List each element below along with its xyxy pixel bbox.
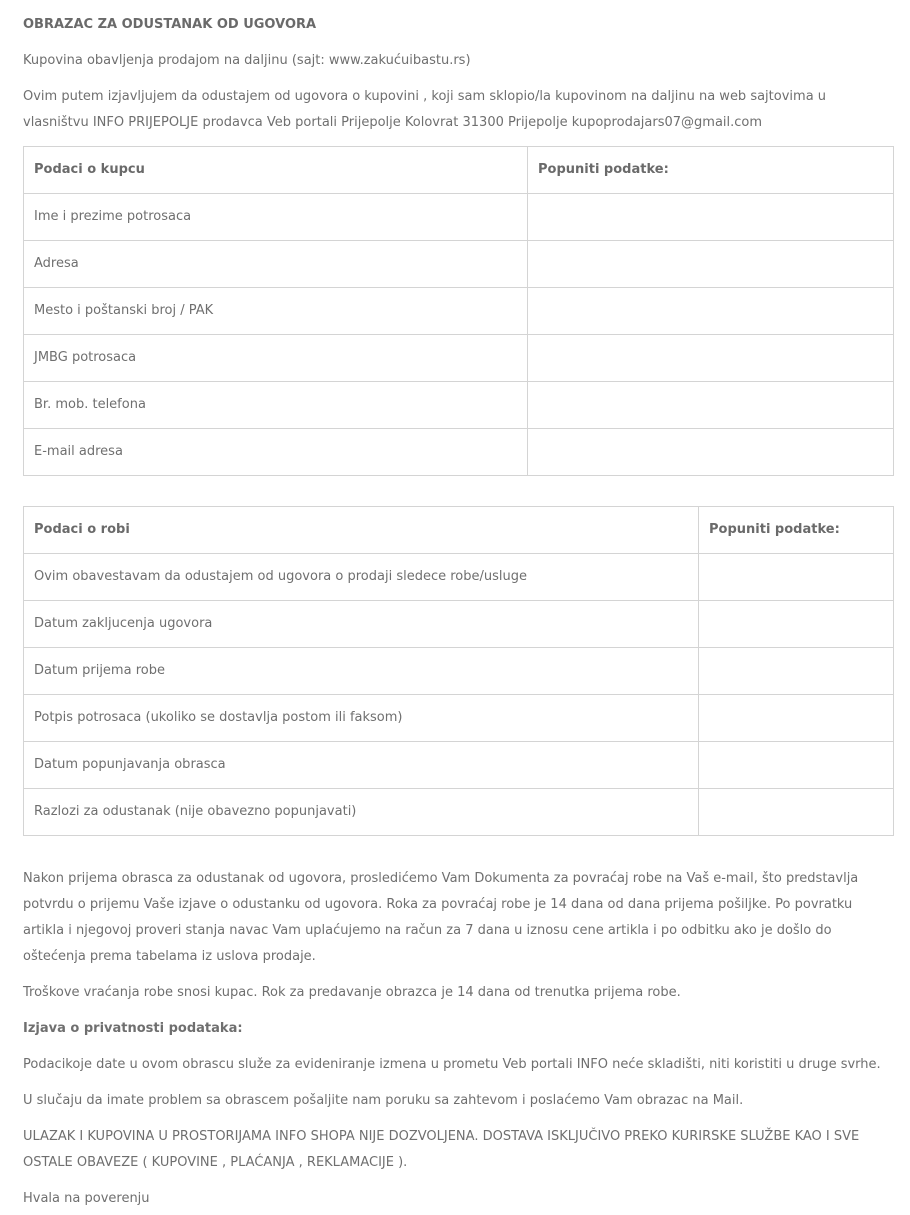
- table-row: [24, 288, 894, 335]
- goods-value-withdrawal[interactable]: [699, 554, 894, 601]
- buyer-value-address[interactable]: [528, 241, 894, 288]
- buyer-col-header: Podaci o kupcu: [24, 147, 528, 194]
- buyer-label-name: Ime i prezime potrosaca: [24, 194, 528, 241]
- buyer-label-jmbg: JMBG potrosaca: [24, 335, 528, 382]
- table-row: [24, 742, 894, 789]
- goods-value-receipt-date[interactable]: [699, 648, 894, 695]
- form-title: OBRAZAC ZA ODUSTANAK OD UGOVORA: [23, 17, 317, 32]
- privacy-heading: Izjava o privatnosti podataka:: [23, 1021, 243, 1036]
- goods-value-fill-date[interactable]: [699, 742, 894, 789]
- goods-value-contract-date[interactable]: [699, 601, 894, 648]
- table-row: [24, 601, 894, 648]
- table-row: [24, 554, 894, 601]
- declaration-text: Ovim putem izjavljujem da odustajem od ugovora o kupovini , koji sam sklopio/la kupovinom na daljinu na web sajtovima u vlasništvu INFO PRIJEPOLJE prodavca Veb portali Prijepolje Kolovrat 31300 Prijepolje kupoprodajars07@gmail.com: [23, 89, 827, 130]
- problem-text: U slučaju da imate problem sa obrascem pošaljite nam poruku sa zahtevom i poslaćemo Vam obrazac na Mail.: [23, 1093, 744, 1108]
- table-row: [24, 382, 894, 429]
- goods-value-reasons[interactable]: [699, 789, 894, 836]
- buyer-data-table: [23, 146, 894, 476]
- table-row: [24, 789, 894, 836]
- buyer-value-city[interactable]: [528, 288, 894, 335]
- buyer-label-phone: Br. mob. telefona: [24, 382, 528, 429]
- fill-col-header: Popuniti podatke:: [699, 507, 894, 554]
- table-row: [24, 194, 894, 241]
- thanks-text: Hvala na poverenju: [23, 1191, 150, 1206]
- return-costs-text: Troškove vraćanja robe snosi kupac. Rok za predavanje obrazca je 14 dana od trenutka prijema robe.: [23, 985, 681, 1000]
- buyer-value-jmbg[interactable]: [528, 335, 894, 382]
- fill-col-header: Popuniti podatke:: [528, 147, 894, 194]
- privacy-text: Podacikoje date u ovom obrascu služe za evideniranje izmena u prometu Veb portali INFO neće skladišti, niti koristiti u druge svrhe.: [23, 1057, 881, 1072]
- buyer-label-city: Mesto i poštanski broj / PAK: [24, 288, 528, 335]
- footer-section: [23, 866, 893, 1212]
- goods-label-fill-date: Datum popunjavanja obrasca: [24, 742, 699, 789]
- goods-data-table: [23, 506, 894, 836]
- goods-label-signature: Potpis potrosaca (ukoliko se dostavlja postom ili faksom): [24, 695, 699, 742]
- buyer-label-email: E-mail adresa: [24, 429, 528, 476]
- return-info-text: Nakon prijema obrasca za odustanak od ugovora, prosledićemo Vam Dokumenta za povraćaj robe na Vaš e-mail, što predstavlja potvrdu o prijemu Vaše izjave o odustanku od ugovora. Roka za povraćaj robe je 14 dana od dana prijema pošiljke. Po povratku artikla i njegovoj proveri stanja navac Vam uplaćujemo na račun za 7 dana u iznosu cene artikla i po odbitku ako je došlo do oštećenja prema tabelama iz uslova prodaje.: [23, 871, 859, 964]
- goods-label-withdrawal: Ovim obavestavam da odustajem od ugovora o prodaji sledece robe/usluge: [24, 554, 699, 601]
- purchase-line: Kupovina obavljenja prodajom na daljinu (sajt: www.zakućuibastu.rs): [23, 53, 471, 68]
- buyer-value-name[interactable]: [528, 194, 894, 241]
- notice-text: ULAZAK I KUPOVINA U PROSTORIJAMA INFO SHOPA NIJE DOZVOLJENA. DOSTAVA ISKLJUČIVO PREKO KURIRSKE SLUŽBE KAO I SVE OSTALE OBAVEZE ( KUPOVINE , PLAĆANJA , REKLAMACIJE ).: [23, 1129, 860, 1170]
- goods-label-receipt-date: Datum prijema robe: [24, 648, 699, 695]
- table-header-row: [24, 147, 894, 194]
- goods-label-reasons: Razlozi za odustanak (nije obavezno popunjavati): [24, 789, 699, 836]
- table-row: [24, 335, 894, 382]
- table-row: [24, 241, 894, 288]
- table-row: [24, 695, 894, 742]
- table-row: [24, 648, 894, 695]
- buyer-value-phone[interactable]: [528, 382, 894, 429]
- goods-value-signature[interactable]: [699, 695, 894, 742]
- buyer-label-address: Adresa: [24, 241, 528, 288]
- table-header-row: [24, 507, 894, 554]
- table-row: [24, 429, 894, 476]
- buyer-value-email[interactable]: [528, 429, 894, 476]
- goods-col-header: Podaci o robi: [24, 507, 699, 554]
- goods-label-contract-date: Datum zakljucenja ugovora: [24, 601, 699, 648]
